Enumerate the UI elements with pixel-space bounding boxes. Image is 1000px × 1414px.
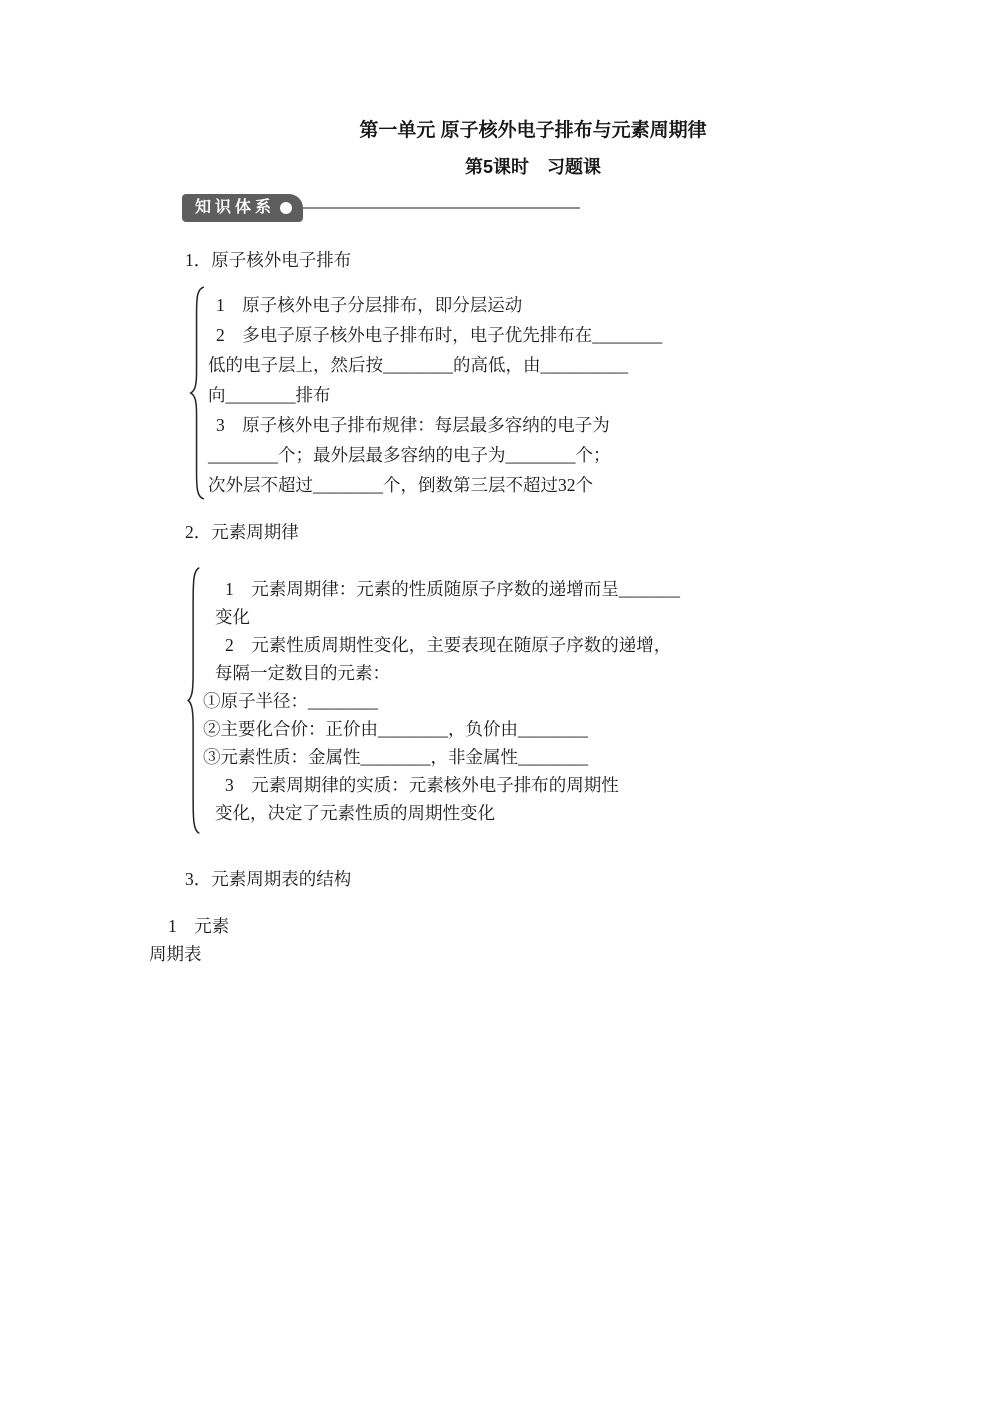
section-2-outline xyxy=(203,564,680,837)
outline-line: 变化 xyxy=(215,607,250,627)
section-2-heading: 2．元素周期律 xyxy=(185,522,299,542)
outline-line: ③元素性质：金属性________，非金属性________ xyxy=(203,747,588,767)
outline-line: 1 元素周期律：元素的性质随原子序数的递增而呈_______ xyxy=(225,579,680,599)
outline-line: ________个；最外层最多容纳的电子为________个； xyxy=(208,445,611,465)
section-1-heading: 1．原子核外电子排布 xyxy=(185,250,352,270)
knowledge-system-banner xyxy=(182,194,580,222)
unit-title: 第一单元 原子核外电子排布与元素周期律 xyxy=(359,120,707,141)
outline-line: 变化，决定了元素性质的周期性变化 xyxy=(215,803,495,823)
section-2-brace-block xyxy=(186,564,680,837)
outline-line: 每隔一定数目的元素： xyxy=(215,663,390,683)
section-3-line: 周期表 xyxy=(149,944,202,964)
curly-brace-icon xyxy=(188,284,206,502)
curly-brace-icon xyxy=(186,564,201,837)
outline-line: ①原子半径：________ xyxy=(203,691,378,711)
section-1-outline xyxy=(208,284,662,502)
outline-line: ②主要化合价：正价由________，负价由________ xyxy=(203,719,588,739)
outline-line: 3 原子核外电子排布规律：每层最多容纳的电子为 xyxy=(216,415,610,435)
knowledge-system-badge xyxy=(182,194,303,222)
outline-line: 2 多电子原子核外电子排布时，电子优先排布在________ xyxy=(216,325,663,345)
outline-line: 2 元素性质周期性变化，主要表现在随原子序数的递增， xyxy=(225,635,672,655)
outline-line: 3 元素周期律的实质：元素核外电子排布的周期性 xyxy=(225,775,619,795)
section-1-brace-block xyxy=(188,284,662,502)
section-3-line: 1 元素 xyxy=(168,916,230,936)
lesson-title: 第5课时 习题课 xyxy=(464,157,602,177)
outline-line: 向________排布 xyxy=(208,385,331,405)
badge-bullet-icon xyxy=(280,202,292,214)
outline-line: 次外层不超过________个，倒数第三层不超过32个 xyxy=(208,475,593,495)
section-3-heading: 3．元素周期表的结构 xyxy=(185,869,352,889)
outline-line: 1 原子核外电子分层排布，即分层运动 xyxy=(216,295,523,315)
outline-line: 低的电子层上，然后按________的高低，由__________ xyxy=(208,355,628,375)
banner-rule xyxy=(303,207,580,209)
badge-label: 知识体系 xyxy=(195,198,276,216)
